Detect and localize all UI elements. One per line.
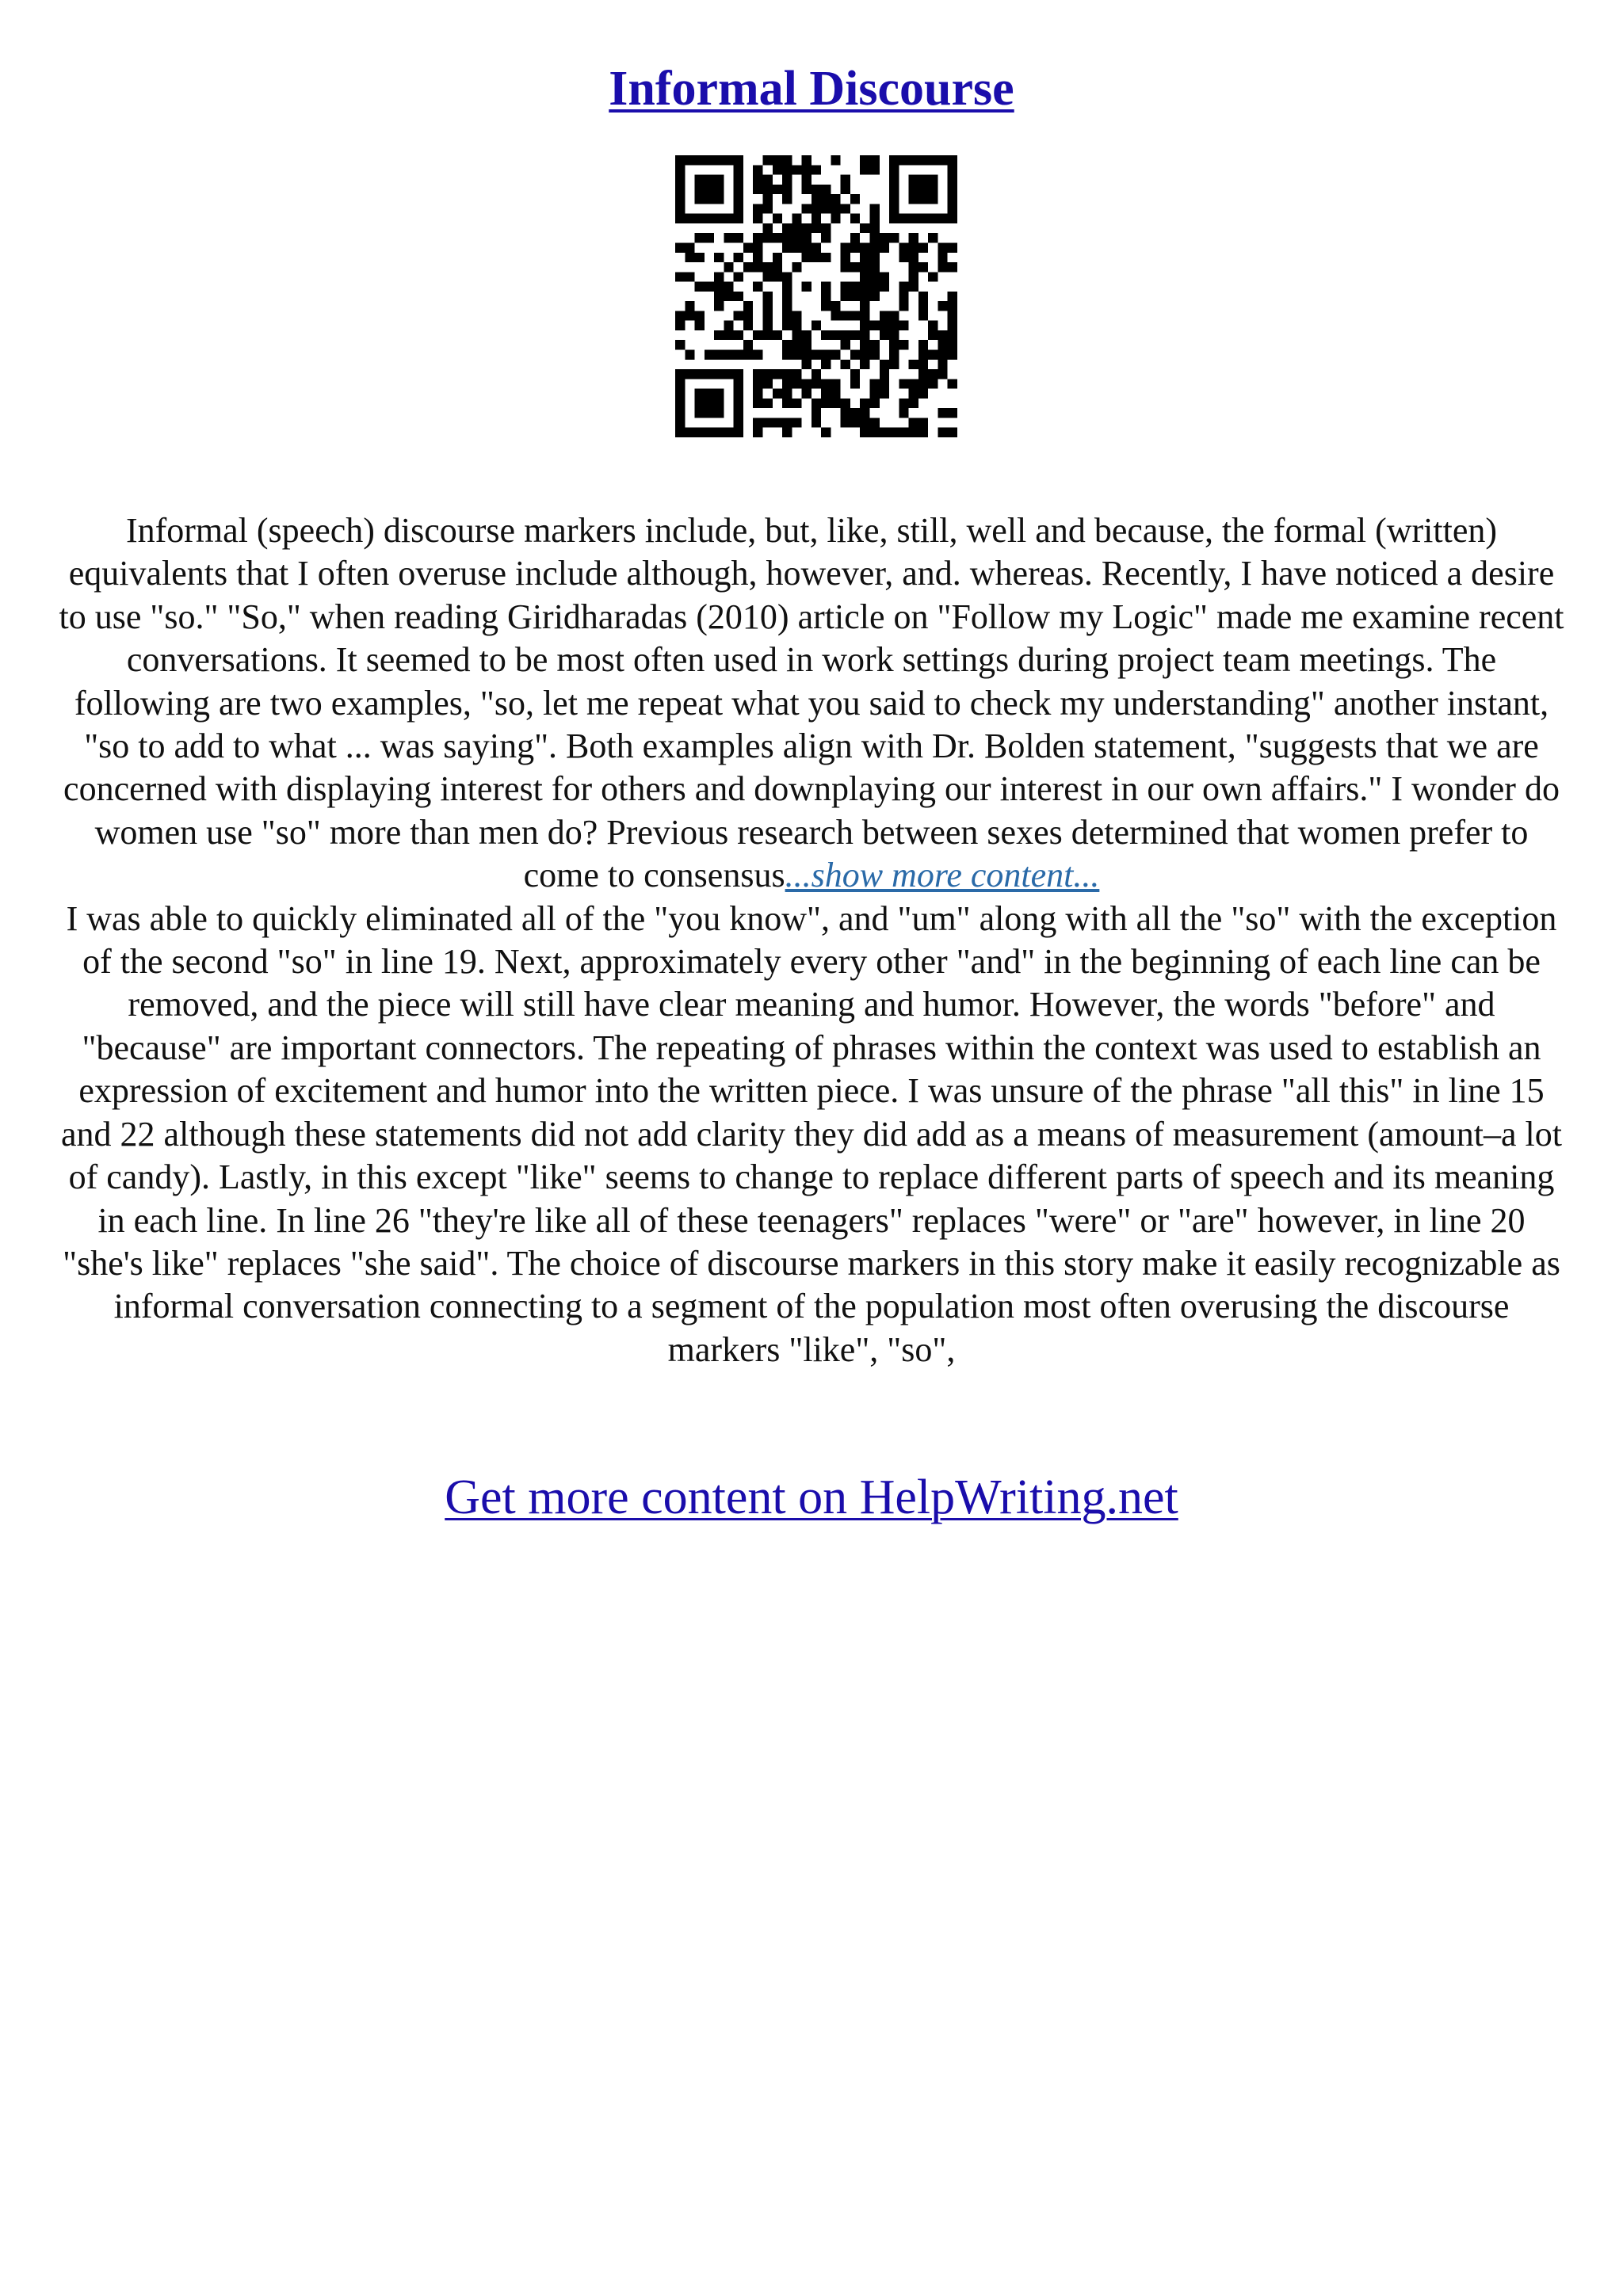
title-link[interactable]: Informal Discourse	[609, 62, 1014, 116]
qr-code-icon	[675, 155, 957, 437]
body-text	[57, 509, 1566, 1371]
footer	[0, 1464, 1623, 1531]
paragraph-2: I was able to quickly eliminated all of the "you know", and "um" along with all the "so" with the exception of the second "so" in line 19. Next, approximately every other "and" in the beginning of each line can be removed, and the piece will still have clear meaning and humor. However, the words "before" and "because" are important connectors. The repeating of phrases within the context was used to establish an expression of excitement and humor into the written piece. I was unsure of the phrase "all this" in line 15 and 22 although these statements did not add clarity they did add as a means of measurement (amount–a lot of candy). Lastly, in this except "like" seems to change to replace different parts of speech and its meaning in each line. In line 26 "they're like all of these teenagers" replaces "were" or "are" however, in line 20 "she's like" replaces "she said". The choice of discourse markers in this story make it easily recognizable as informal conversation connecting to a segment of the population most often overusing the discourse markers "like", "so",	[61, 898, 1562, 1369]
paragraph-1-text: Informal (speech) discourse markers include, but, like, still, well and because, the formal (written) equivalents that I often overuse include although, however, and. whereas. Recently, I have noticed a desire to use "so." "So," when reading Giridharadas (2010) article on "Follow my Logic" made me examine recent conversations. It seemed to be most often used in work settings during project team meetings. The following are two examples, "so, let me repeat what you said to check my understanding" another instant, "so to add to what ... was saying". Both examples align with Dr. Bolden statement, "suggests that we are concerned with displaying interest for others and downplaying our interest in our own affairs." I wonder do women use "so" more than men do? Previous research between sexes determined that women prefer to come to consensus	[59, 511, 1564, 895]
show-more-link[interactable]: ...show more content...	[785, 856, 1100, 895]
paragraph-1	[57, 509, 1566, 898]
document-title	[0, 55, 1623, 122]
helpwriting-link[interactable]: Get more content on HelpWriting.net	[445, 1470, 1178, 1524]
